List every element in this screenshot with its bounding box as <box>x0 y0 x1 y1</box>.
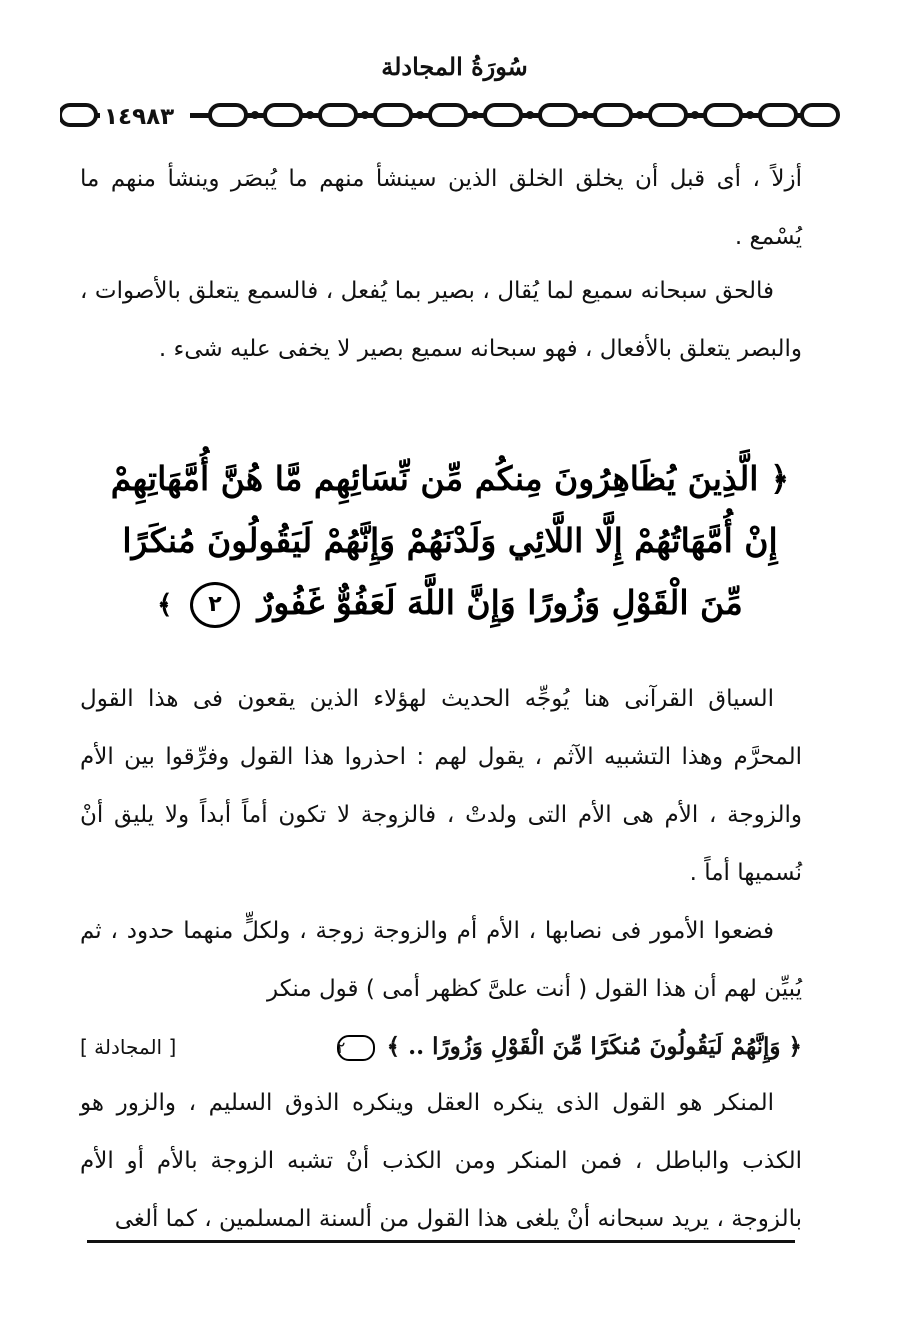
paragraph-5 <box>80 1074 802 1248</box>
quran-verse-block <box>105 448 795 636</box>
footer-divider <box>87 1240 795 1243</box>
quran-line-1-text: ﴿ الَّذِينَ يُظَاهِرُونَ مِنكُم مِّن نِّسَائِهِم مَّا هُنَّ أُمَّهَاتِهِمْ <box>110 459 790 498</box>
paragraph-4-text <box>80 902 802 1076</box>
page-number: ١٤٩٨٣ <box>100 104 178 130</box>
quran-line-2 <box>105 510 795 572</box>
paragraph-4-body: فضعوا الأمور فى نصابها ، الأم أم والزوجة زوجة ، ولكلٍّ منهما حدود ، ثم يُبيِّن لهم أن هذا القول ( أنت علىَّ كظهر أمى ) قول منكر <box>80 918 802 1002</box>
quran-line-1 <box>105 448 795 510</box>
paragraph-2-text: فالحق سبحانه سميع لما يُقال ، بصير بما يُفعل ، فالسمع يتعلق بالأصوات ، والبصر يتعلق بالأفعال ، فهو سبحانه سميع بصير لا يخفى عليه شىء . <box>80 278 802 362</box>
quran-line-2-text: إِنْ أُمَّهَاتُهُمْ إِلَّا اللَّائِي وَلَدْنَهُمْ وَإِنَّهُمْ لَيَقُولُونَ مُنكَرًا <box>122 521 778 560</box>
paragraph-5-text: المنكر هو القول الذى ينكره العقل وينكره الذوق السليم ، والزور هو الكذب والباطل ، فمن المنكر ومن الكذب أنْ تشبه الزوجة بالأم أو الأم بالزوجة ، يريد سبحانه أنْ يلغى هذا القول من ألسنة المسلمين ، كما ألغى <box>80 1090 802 1232</box>
paragraph-1 <box>80 150 802 266</box>
inline-quran-quote: ﴿ وَإِنَّهُمْ لَيَقُولُونَ مُنكَرًا مِّنَ الْقَوْلِ وَزُورًا .. ﴾ <box>386 1033 802 1060</box>
verse-end-ornament-icon: ﴾ <box>157 590 173 620</box>
verse-number-marker: ٢ <box>190 582 240 628</box>
paragraph-3 <box>80 670 802 902</box>
quran-line-3-text: مِّنَ الْقَوْلِ وَزُورًا وَإِنَّ اللَّهَ لَعَفُوٌّ غَفُورٌ <box>257 583 743 622</box>
surah-title: سُورَةُ المجادلة <box>381 52 528 81</box>
quran-line-3 <box>105 572 795 636</box>
inline-verse-number: ٢ <box>337 1035 375 1061</box>
paragraph-2 <box>80 262 802 378</box>
paragraph-1-text: أزلاً ، أى قبل أن يخلق الخلق الذين سينشأ منهم ما يُبصَر وينشأ منهم ما يُسْمع . <box>80 166 802 250</box>
paragraph-4 <box>80 902 802 1076</box>
paragraph-3-text: السياق القرآنى هنا يُوجِّه الحديث لهؤلاء الذين يقعون فى هذا القول المحرَّم وهذا التشبيه الآثم ، يقول لهم : احذروا هذا القول وفرِّقوا بين الأم والزوجة ، الأم هى الأم التى ولدتْ ، فالزوجة لا تكون أماً أبداً ولا يليق أنْ نُسميها أماً . <box>80 686 802 886</box>
surah-reference: [ المجادلة ] <box>80 1035 177 1059</box>
